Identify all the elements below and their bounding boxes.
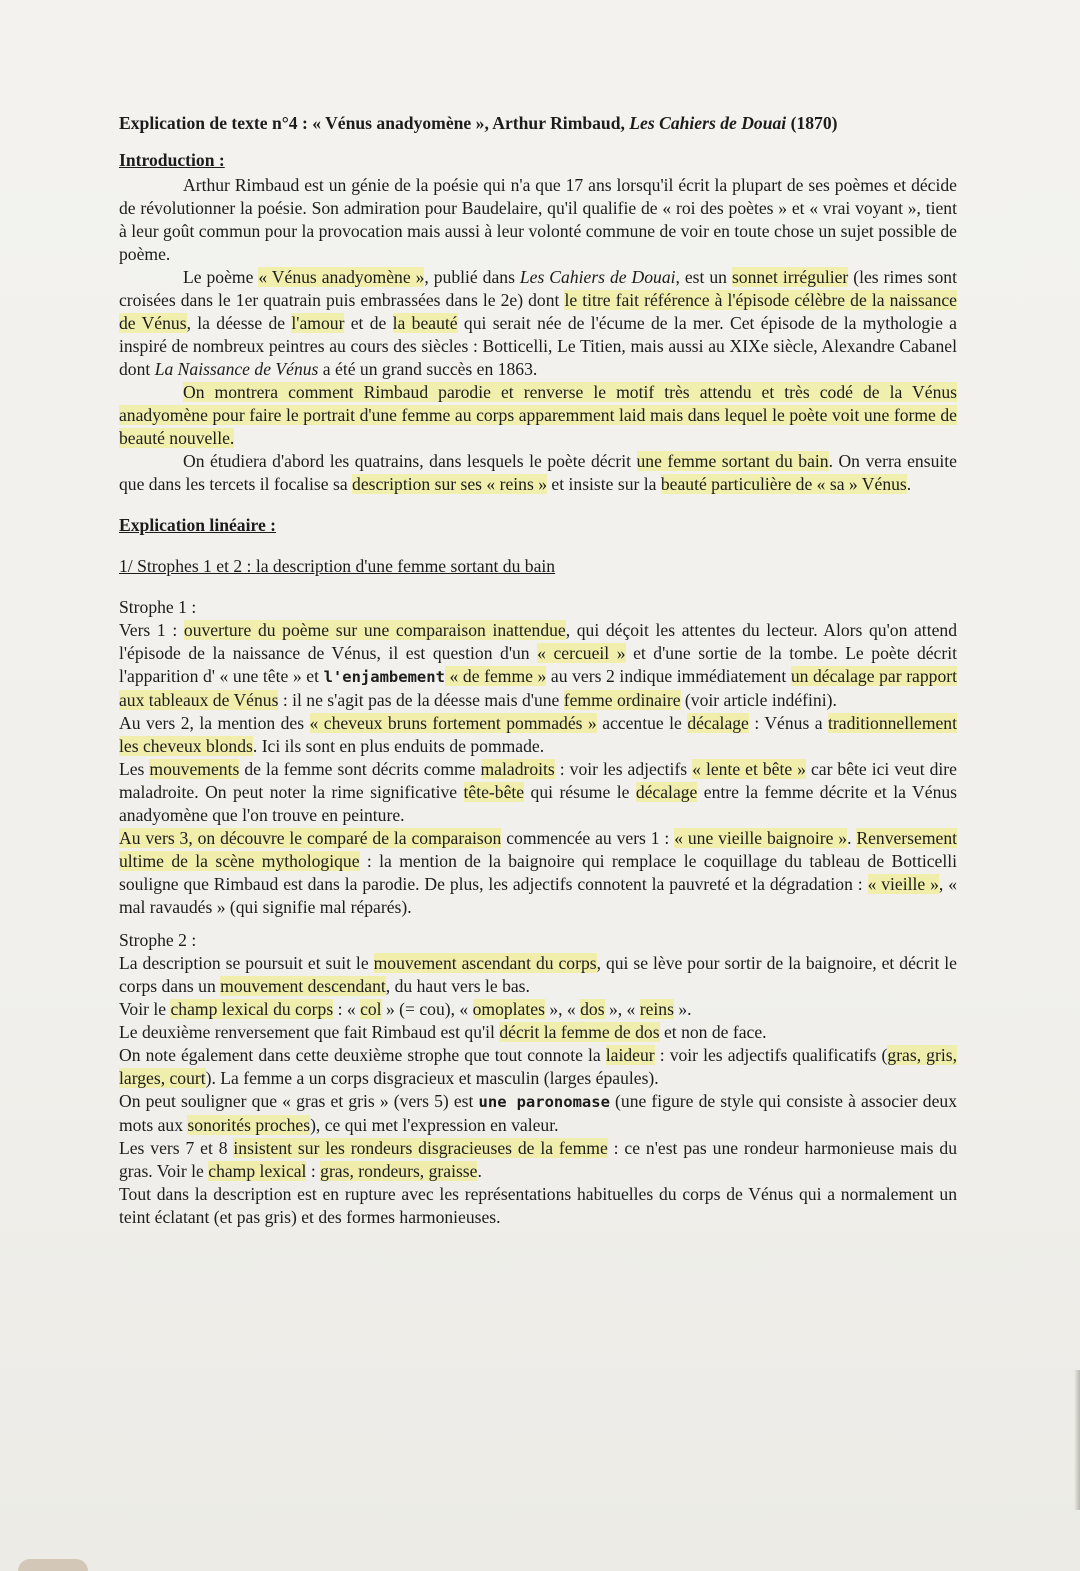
strophe-2-paragraph-3 <box>119 1021 957 1044</box>
highlight: une femme sortant du bain <box>636 451 829 471</box>
text-run: . On verra ensuite que dans les tercets il focalise sa <box>119 451 957 494</box>
text-run: , « mal ravaudés » (qui signifie mal réparés). <box>119 874 957 917</box>
intro-paragraph-2 <box>119 266 957 381</box>
strophe-1-vers-2 <box>119 712 957 758</box>
intro-paragraph-3 <box>119 381 957 450</box>
text-run: La description se poursuit et suit le <box>119 953 374 973</box>
text-run: (une figure de style qui consiste à associer deux mots aux <box>119 1091 957 1135</box>
text-run: On étudiera d'abord les quatrains, dans lesquels le poète décrit <box>183 451 637 471</box>
text-run: ), ce qui met l'expression en valeur. <box>310 1115 559 1135</box>
text-run: a été un grand succès en 1863. <box>318 359 538 379</box>
text-run: On peut souligner que « gras et gris » (vers 5) est <box>119 1091 479 1111</box>
spacer <box>119 919 957 929</box>
text-run: , qui se lève pour sortir de la baignoire, et décrit le corps dans un <box>119 953 957 996</box>
highlight: décrit la femme de dos <box>499 1022 660 1042</box>
text-run: (les rimes sont croisées dans le 1er quatrain puis embrassées dans le 2e) dont <box>119 267 957 310</box>
text-run: : « <box>333 999 361 1019</box>
highlight: gras, rondeurs, graisse <box>320 1161 478 1181</box>
text-run: ). La femme a un corps disgracieux et masculin (larges épaules). <box>205 1068 659 1088</box>
text-run: : voir les adjectifs <box>554 759 693 779</box>
highlight: mouvement ascendant du corps <box>373 953 597 973</box>
text-run: , qui déçoit les attentes du lecteur. Alors qu'on attend l'épisode de la naissance de Vénus, il est question d'un <box>119 620 957 663</box>
highlight: la beauté <box>392 313 458 333</box>
text-run: (voir article indéfini). <box>680 690 837 710</box>
highlight: description sur ses « reins » <box>352 474 548 494</box>
highlight: « Vénus anadyomène » <box>258 267 425 287</box>
highlight: sonnet irrégulier <box>731 267 849 287</box>
highlight: traditionnellement les cheveux blonds <box>119 713 957 756</box>
text-run: et de <box>344 313 393 333</box>
strophe-1-label: Strophe 1 : <box>119 597 197 617</box>
strophe-1-vers-3 <box>119 827 957 919</box>
text-run: entre la femme décrite et la Vénus anadyomène que l'on trouve en peinture. <box>119 782 958 825</box>
strophe-2-paragraph-1 <box>119 952 957 998</box>
text-run: qui serait née de l'écume de la mer. Cet épisode de la mythologie a inspiré de nombreux peintres au cours des siècles : Botticelli, Le Titien, mais aussi au XIXe siècle, Alexandre Cabanel dont <box>119 313 957 379</box>
text-run: » (= cou), « <box>381 999 473 1019</box>
highlight: renverse le motif très attendu et très codé de la Vénus anadyomène pour faire le portrait d'une femme au corps apparemment laid mais dans lequel le poète voit une forme de beauté nouvelle. <box>119 382 958 448</box>
text-run: Vers 1 : <box>119 620 184 640</box>
text-run: Les vers 7 et 8 <box>119 1138 234 1158</box>
highlight: « vieille » <box>867 874 939 894</box>
text-run: au vers 2 indique immédiatement <box>546 666 791 686</box>
text-run: , la déesse de <box>186 313 292 333</box>
strophe-2-paragraph-2 <box>119 998 957 1021</box>
text-run: . Ici ils sont en plus enduits de pommade. <box>252 736 545 756</box>
highlight: champ lexical <box>208 1161 307 1181</box>
highlight: « une vieille baignoire » <box>674 828 848 848</box>
highlight: maladroits <box>480 759 555 779</box>
highlight: insistent sur les rondeurs disgracieuses de la femme <box>233 1138 608 1158</box>
text-run: , du haut vers le bas. <box>385 976 530 996</box>
text-run: : ce n'est pas une rondeur harmonieuse mais du gras. Voir le <box>119 1138 958 1181</box>
text-run: Le deuxième renversement que fait Rimbaud est qu'il <box>119 1022 500 1042</box>
highlight: gras, gris, larges, court <box>119 1045 957 1088</box>
painting-title: La Naissance de Vénus <box>154 359 319 379</box>
strophe-2-paragraph-6 <box>119 1137 957 1183</box>
text-run: : la mention de la baignoire qui remplace le coquillage du tableau de Botticelli souligne que Rimbaud est dans la parodie. De plus, les adjectifs connotent la pauvreté et la dégradation : <box>119 851 957 894</box>
text-run: : il ne s'agit pas de la déesse mais d'une <box>278 690 564 710</box>
highlight: dos <box>580 999 605 1019</box>
highlight: le titre fait référence à l'épisode célèbre de la naissance de Vénus <box>119 290 957 333</box>
text-run: ». <box>673 999 692 1019</box>
text-run: . <box>477 1161 482 1181</box>
explication-heading: Explication linéaire : <box>119 515 277 535</box>
title-prefix: Explication de texte n°4 : « Vénus anadyomène », Arthur Rimbaud, <box>119 113 630 133</box>
text-run: », « <box>604 999 640 1019</box>
highlight: femme ordinaire <box>563 690 681 710</box>
highlight: tête-bête <box>463 782 525 802</box>
text-run: Voir le <box>119 999 171 1019</box>
highlight: sonorités proches <box>187 1115 311 1135</box>
text-run: : voir les adjectifs qualificatifs ( <box>654 1045 888 1065</box>
highlight: mouvements <box>149 759 240 779</box>
part-1-heading: 1/ Strophes 1 et 2 : la description d'une femme sortant du bain <box>119 556 556 576</box>
bold-term: une paronomase <box>478 1093 610 1111</box>
strophe-1-mouvements <box>119 758 957 827</box>
text-run: et insiste sur la <box>547 474 661 494</box>
highlight: On montrera comment Rimbaud parodie et <box>183 382 524 402</box>
highlight: omoplates <box>472 999 545 1019</box>
highlight: reins <box>639 999 674 1019</box>
highlight: Au vers 3, on découvre le comparé de la comparaison <box>119 828 502 848</box>
highlight: « lente et bête » <box>692 759 806 779</box>
highlight: mouvement descendant <box>220 976 386 996</box>
title-work: Les Cahiers de Douai <box>629 113 787 133</box>
text-run: accentue le <box>596 713 688 733</box>
text-run: Le poème <box>183 267 259 287</box>
highlight: beauté particulière de « sa » Vénus <box>660 474 907 494</box>
text-run: Les <box>119 759 150 779</box>
text-run: et d'une sortie de la tombe. Le poète décrit l'apparition d' « une tête » et <box>119 643 957 686</box>
text-run: . <box>906 474 912 494</box>
strophe-2-paragraph-5 <box>119 1090 957 1137</box>
text-run: . <box>847 828 857 848</box>
strophe-1-vers-1 <box>119 619 957 712</box>
highlight: décalage <box>635 782 698 802</box>
highlight: « cheveux bruns fortement pommadés » <box>309 713 597 733</box>
work-title: Les Cahiers de Douai <box>519 267 676 287</box>
text-run: : <box>306 1161 321 1181</box>
strophe-2-label: Strophe 2 : <box>119 930 197 950</box>
text-run: de la femme sont décrits comme <box>239 759 481 779</box>
text-run: commencée au vers 1 : <box>501 828 675 848</box>
title-year: (1870) <box>786 113 838 133</box>
bold-term: l'enjambement <box>323 668 445 686</box>
strophe-2-paragraph-4 <box>119 1044 957 1090</box>
highlight: Renversement ultime de la scène mythologique <box>119 828 957 871</box>
highlight: décalage <box>687 713 749 733</box>
highlight: un décalage par rapport aux tableaux de Vénus <box>119 666 957 710</box>
text-run: et non de face. <box>659 1022 767 1042</box>
document-body <box>119 112 957 1229</box>
highlight: champ lexical du corps <box>170 999 334 1019</box>
strophe-2-paragraph-7: Tout dans la description est en rupture avec les représentations habituelles du corps de Vénus qui a normalement un teint éclatant (et pas gris) et des formes harmonieuses. <box>119 1184 957 1227</box>
intro-paragraph-1: Arthur Rimbaud est un génie de la poésie qui n'a que 17 ans lorsqu'il écrit la plupart de ses poèmes et décide de révolutionner la poésie. Son admiration pour Baudelaire, qu'il qualifie de « roi des poètes » et « vrai voyant », tient à leur goût commun pour la provocation mais aussi à leur volonté commune de voir en toute chose un sujet possible de poème. <box>119 175 957 264</box>
highlight: ouverture du poème sur une comparaison inattendue <box>183 620 566 640</box>
text-run: , publié dans <box>424 267 520 287</box>
text-run: car bête ici veut dire maladroite. On peut noter la rime significative <box>119 759 957 802</box>
text-run: », « <box>544 999 581 1019</box>
page-edge-shadow <box>1074 1370 1080 1510</box>
spacer <box>119 496 957 514</box>
highlight: laideur <box>605 1045 655 1065</box>
text-run: qui résume le <box>524 782 636 802</box>
document-title <box>119 112 957 135</box>
highlight: l'amour <box>291 313 345 333</box>
text-run: , est un <box>675 267 732 287</box>
text-run: : Vénus a <box>748 713 829 733</box>
corner-shadow <box>18 1559 88 1571</box>
highlight: col <box>360 999 382 1019</box>
intro-paragraph-4 <box>119 450 957 496</box>
highlight: « de femme » <box>444 666 547 686</box>
text-run: Au vers 2, la mention des <box>119 713 310 733</box>
text-run: On note également dans cette deuxième strophe que tout connote la <box>119 1045 606 1065</box>
highlight: « cercueil » <box>537 643 626 663</box>
intro-heading: Introduction : <box>119 150 225 170</box>
